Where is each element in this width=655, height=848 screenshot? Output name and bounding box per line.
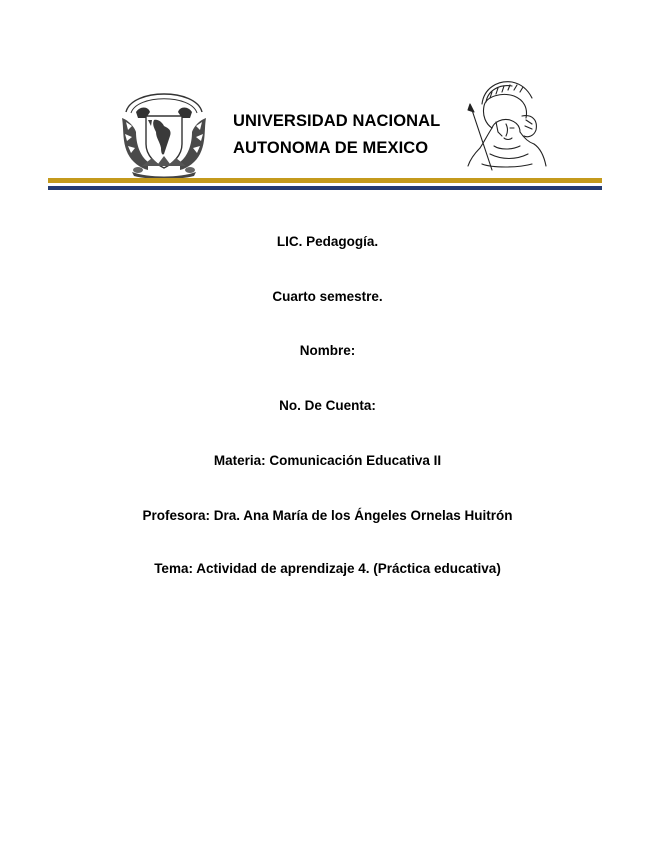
subject-line: Materia: Comunicación Educativa II [213, 453, 442, 468]
degree-line: LIC. Pedagogía. [276, 234, 379, 249]
unam-seal-logo [118, 82, 210, 180]
university-name-line2: AUTONOMA DE MEXICO [233, 139, 429, 157]
professor-line: Profesora: Dra. Ana María de los Ángeles Ornelas Huitrón [142, 508, 513, 523]
header-rule-blue [48, 186, 602, 190]
university-name [233, 108, 440, 162]
name-line: Nombre: [299, 343, 356, 358]
topic-line: Tema: Actividad de aprendizaje 4. (Práctica educativa) [154, 561, 501, 576]
account-number-line: No. De Cuenta: [279, 398, 376, 413]
university-name-line1: UNIVERSIDAD NACIONAL [233, 112, 441, 130]
athena-helmet-logo [462, 76, 552, 172]
header-rule-gold [48, 178, 602, 183]
document-header [0, 0, 655, 200]
semester-line: Cuarto semestre. [272, 289, 383, 304]
